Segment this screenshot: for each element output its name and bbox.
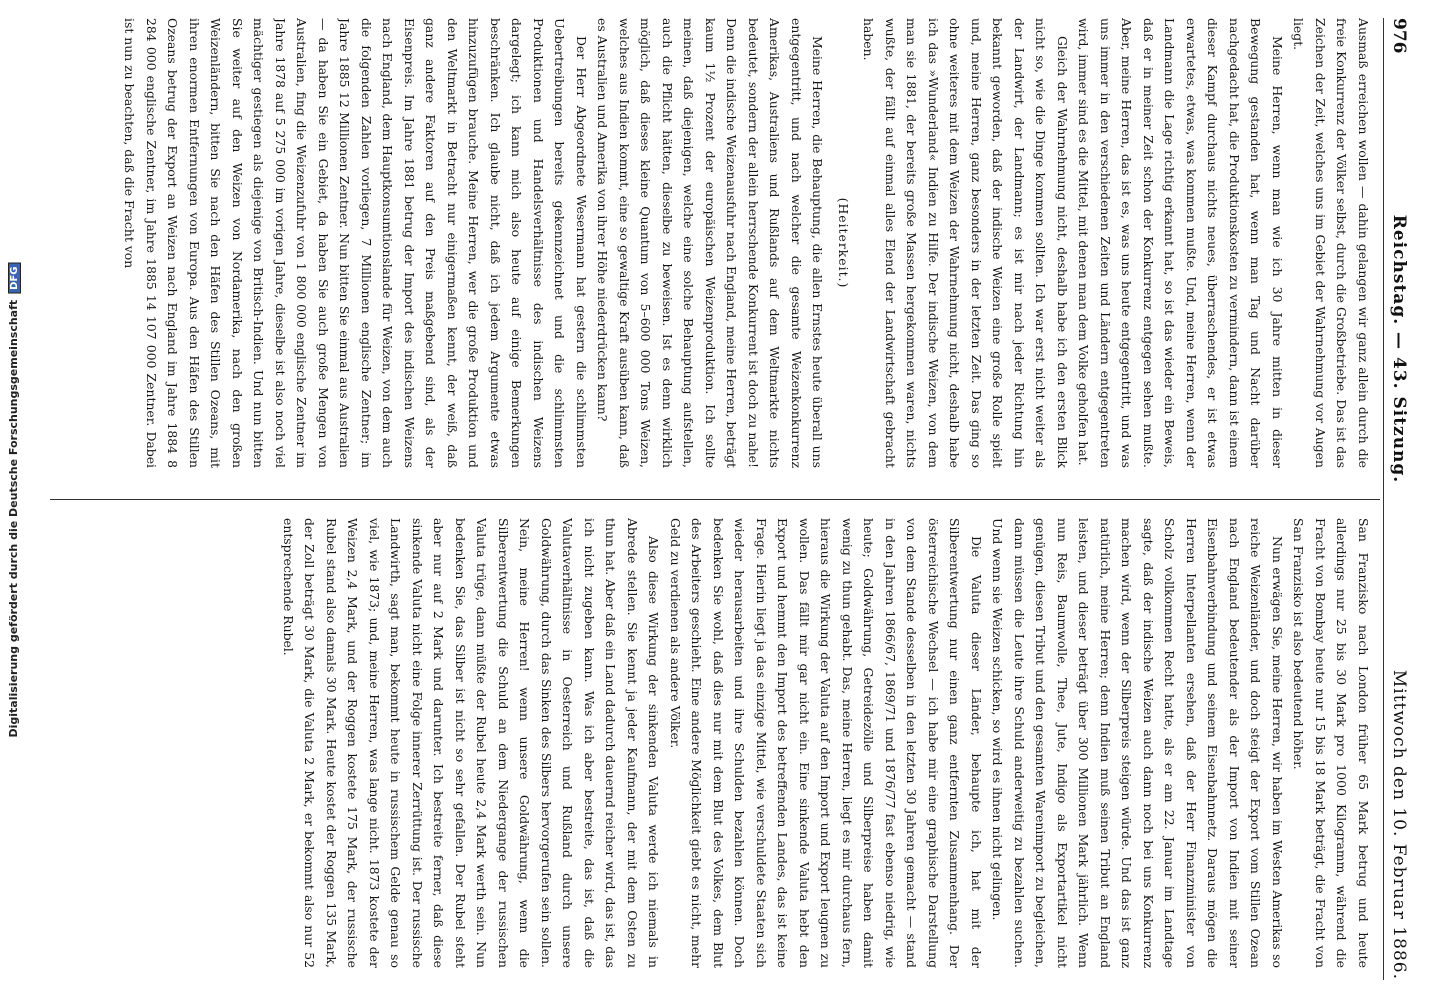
funding-credit	[7, 262, 21, 737]
rotated-page	[40, 8, 1420, 990]
paragraph: Nun erwägen Sie, meine Herren, wir haben im Westen Amerikas so reiche Weizenländer, und doch steigt der Export vom Stillen Ozean nach England bedeutender als der Import von Indien mit seiner Eisenbahnverbindung und seinem Eisenbahnnetz. Daraus mögen die Herren Interpellanten ersehen, daß der Herr Finanzminister von Scholz vollkommen Recht hatte, als er am 22. Januar im Landtage sagte, daß der indische Weizen auch dann noch bei uns Konkurrenz machen wird, wenn der Silberpreis steigen würde. Und das ist ganz natürlich, meine Herren; denn Indien muß seinen Tribut an England leisten, und dieser beträgt über 300 Millionen Mark jährlich. Wenn nun Reis, Baumwolle, Thee, Jute, Indigo als Exportartikel nicht genügen, diesen Tribut und den gesamten Warenimport zu begleichen, dann müssen die Leute ihre Schuld anderweitig zu bezahlen suchen. Und wenn sie Weizen schicken, so wird es ihnen nicht gelingen.	[990, 518, 1285, 968]
session-date: Mittwoch den 10. Februar 1886.	[1389, 669, 1409, 980]
side-footer	[0, 0, 28, 1000]
paragraph: Der Herr Abgeordnete Wesermann hat gestern die schlimmsten Uebertreibungen bereits gekennzeichnet und die schlimmsten Produktionen und Handelsverhältnisse des indischen Weizens dargelegt; ich kann mich also heute auf einige Bemerkungen beschränken. Ich glaube nicht, daß ich jedem Argumente etwas hinzuzufügen brauche. Meine Herren, wer die große Produktion und den Weltmarkt in Betracht nur einigermaßen kennt, der weiß, daß ganz andere Faktoren auf den Preis maßgebend sind, als der Eisenpreis. Im Jahre 1881 betrug der Import des indischen Weizens nach England, dem Hauptkonsumtionslande für Weizen, von dem auch die folgenden Zahlen vorliegen, 7 Millionen englische Zentner; im Jahre 1885 12 Millionen Zentner. Nun bitten Sie einmal aus Australien — da haben Sie ein Gebiet, da haben Sie auch große Mengen von Australien, fing die Weizenzufuhr von 1 800 000 englische Zentner im Jahre 1878 auf 5 275 000 im vorigen Jahre, dieselbe ist also noch viel mächtiger gestiegen als diejenige von Britisch-Indien. Und nun bitten Sie weiter auf den Weizen von Nordamerika, nach den großen Weizenländern, bitten Sie nach den Häfen des Stillen Ozeans, mit ihren enormen Entfernungen von Europa. Aus den Häfen des Stillen Ozeans betrug der Export an Weizen nach England im Jahre 1884 8 284 000 englische Zentner, im Jahre 1885 14 107 000 Zentner. Dabei ist nun zu beachten, daß die Fracht von	[122, 18, 589, 468]
paragraph: (Heiterkeit.)	[836, 197, 851, 289]
dfg-logo: DFG	[8, 262, 21, 293]
paragraph: San Franzisko nach London früher 65 Mark betrug und heute allerdings nur 25 bis 30 Mark pro 1000 Kilogramm, während die Fracht von Bombay heute nur 15 bis 18 Mark beträgt, die Fracht von San Franzisko ist also bedeutend höher.	[1291, 518, 1371, 968]
page-title: Reichstag. — 43. Sitzung.	[1389, 214, 1409, 484]
paragraph: Meine Herren, die Behauptung, die allen Ernstes heute überall uns entgegentritt, und nach welcher die gesamte Weizenkonkurrenz Amerikas, Australiens und Rußlands auf dem Weltmarkte nichts bedeutet, sondern der allein herrschende Konkurrent ist doch zu nahe! Denn die indische Weizenausfuhr nach England, meine Herren, beträgt kaum 1½ Prozent der europäischen Weizenproduktion. Ich sollte meinen, daß diejenigen, welche eine solche Behauptung aufstellen, auch die Pflicht hätten, dieselbe zu beweisen. Ist es denn wirklich möglich, daß dieses kleine Quantum von 5–600 000 Tons Weizen, welches aus Indien kommt, eine so gewaltige Kraft ausüben kann, daß es Australien und Amerika von ihrer Höhe niederdrücken kann?	[595, 18, 826, 468]
funding-credit-text: Digitalisierung gefördert durch die Deutsche Forschungsgemeinschaft	[7, 299, 20, 738]
right-column	[48, 518, 1374, 968]
page-number: 976	[1389, 18, 1409, 54]
column-divider	[50, 499, 1380, 500]
paragraph: Gleich der Wahrnehmung nicht, deshalb habe ich den ersten Blick nicht so, wie die Dinge kommen sollten. Ich war erst nicht weiter als der Landwirt, der Landmann; es ist mir nach jeder Richtung hin bekannt geworden, daß der indische Weizen eine große Rolle spielt und, meine Herren, ganz besonders in der letzten Zeit. Das ging so ohne weiteres mit dem Weizen der Wahrnehmung nicht, deshalb habe ich das »Wunderland« Indien zu Hilfe. Der indische Weizen, von dem man sie 1881, der bereits große Massen hergekommen waren, nichts wußte, der fällt auf einmal alles Elend der Landwirtschaft gebracht haben.	[861, 18, 1070, 468]
document-page	[40, 8, 1420, 990]
left-column	[48, 18, 1374, 468]
paragraph: Also diese Wirkung der sinkenden Valuta werde ich niemals in Abrede stellen. Sie kennt ja jeder Kaufmann, der mit dem Osten zu thun hat. Aber daß ein Land dadurch dauernd reicher wird, das ist, das ich nicht zugeben kann. Was ich aber bestreite, das ist, daß die Valutaverhältnisse in Oesterreich und Rußland durch unsere Goldwährung, durch das Sinken des Silbers hervorgerufen sein sollen. Nein, meine Herren! wenn unsere Goldwährung, wenn die Silberentwertung die Schuld an dem Niedergange der russischen Valuta trüge, dann müßte der Rubel heute 2,4 Mark werth sein. Nun bedenken Sie, das Silber ist nicht so sehr gefallen. Der Rubel steht aber nur auf 2 Mark und darunter. Ich bestreite ferner, daß diese sinkende Valuta nicht eine Folge innerer Zerrüttung ist. Der russische Landwirth, sagt man, bekommt heute in russischem Gelde genau so viel, wie 1873; und, meine Herren, was lange nicht. 1873 kostete der Weizen 2,4 Mark, und der Roggen kostete 175 Mark, der russische Rubel stand also damals 30 Mark. Heute kostet der Roggen 135 Mark, der Zoll beträgt 30 Mark, die Valuta 2 Mark, er bekommt also nur 52 entsprechende Rubel.	[281, 518, 662, 968]
paragraph: Die Valuta dieser Länder, behaupte ich, hat mit der Silberentwertung nur einen ganz entfernten Zusammenhang. Der österreichische Wechsel — ich habe mir eine graphische Darstellung von dem Stande desselben in den letzten 30 Jahren gemacht — stand in den Jahren 1866/67, 1869/71 und 1876/77 fast ebenso niedrig, wie heute; Goldwährung, Getreidezölle und Silberpreise haben damit wenig zu thun gehabt. Das, meine Herren, liegt es mir durchaus fern, hieraus die Wirkung der Valuta auf den Import und Export leugnen zu wollen. Das fällt mir gar nicht ein. Eine sinkende Valuta hebt den Export und hemmt den Import des betreffenden Landes, das ist keine Frage. Hierin liegt ja das einzige Mittel, wie verschuldete Staaten sich wieder herausarbeiten und ihre Schulden bezahlen können. Doch bedenken Sie wohl, daß dies nur mit dem Blut des Volkes, dem Blut des Arbeiters geschieht. Eine andere Möglichkeit giebt es nicht, mehr Geld zu verdienen als andere Völker.	[668, 518, 984, 968]
paragraph: Ausmaß erreichen wollen — dahin gelangen wir ganz allein durch die freie Konkurrenz der Völker selbst, durch die Großbetriebe. Das ist das Zeichen der Zeit, welches uns im Gebiet der Wahrnehmung vor Augen liegt.	[1291, 18, 1371, 468]
paragraph: Meine Herren, wenn man wie ich 30 Jahre mitten in dieser Bewegung gestanden hat, wenn man Tag und Nacht darüber nachgedacht hat, die Produktionskosten zu vermindern, dann ist einem dieser Kampf durchaus nichts neues, überraschendes, er ist etwas erwartetes, etwas, was kommen mußte. Und, meine Herren, wenn der Landmann die Lage richtig erkannt hat, so ist das wieder ein Beweis, daß er in meiner Zeit schon der Konkurrenz entgegen sehen mußte. Aber, meine Herren, das ist es, was uns heute entgegentritt, und was uns immer in den verschiedenen Zeiten und Ländern entgegentreten wird, immer sind es die Mittel, mit denen man dem Volke geholfen hat.	[1076, 18, 1285, 468]
page-header	[1383, 18, 1414, 980]
